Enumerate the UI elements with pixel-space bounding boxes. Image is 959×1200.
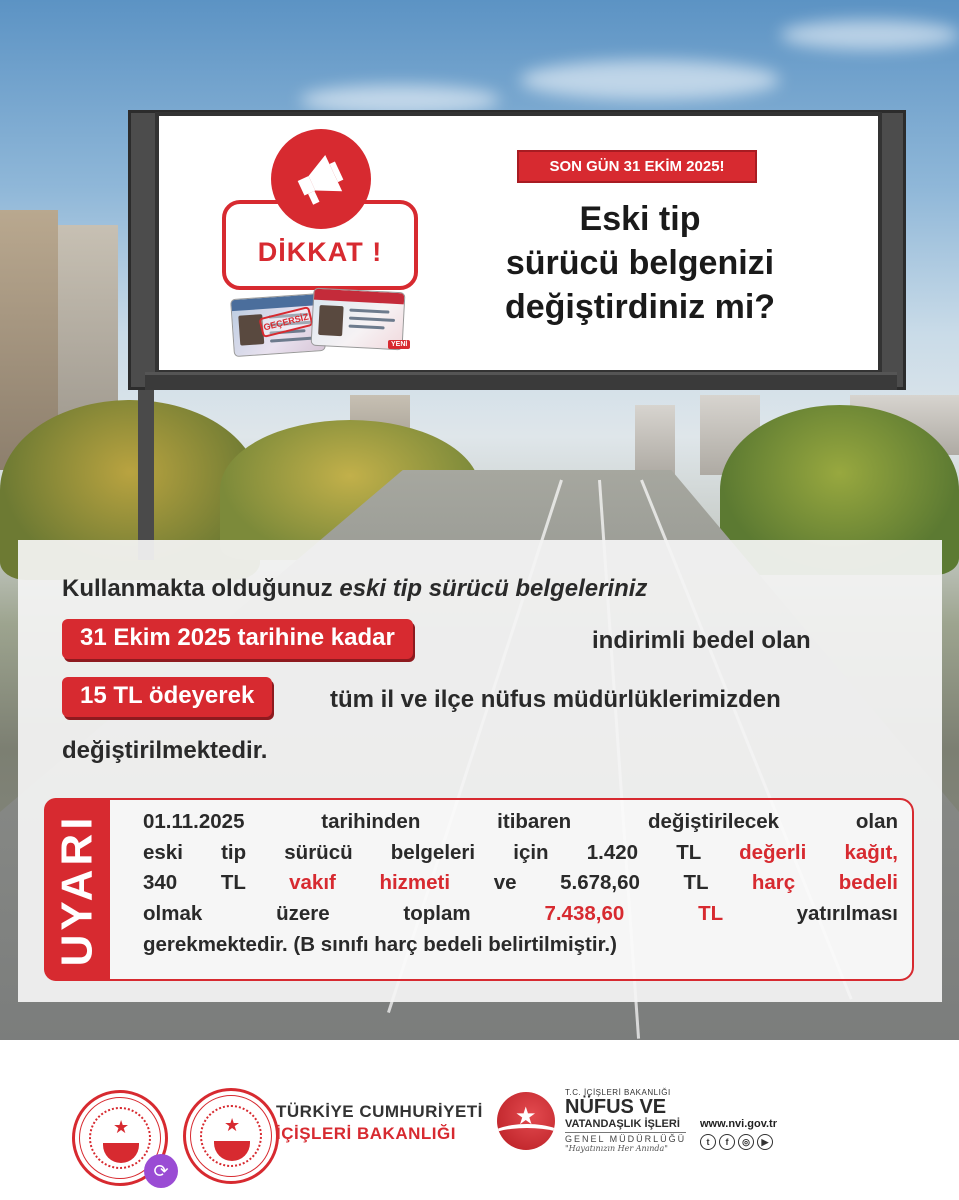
- info-line-2: indirimli bedel olan: [592, 627, 811, 654]
- new-card-tag: YENİ: [388, 340, 410, 349]
- social-icons: [700, 1134, 773, 1150]
- website-link[interactable]: www.nvi.gov.tr: [700, 1118, 778, 1130]
- warning-line: 340 TL vakıf hizmeti ve 5.678,60 TL harç bedeli: [143, 871, 898, 895]
- warning-label-text: UYARI: [52, 813, 102, 966]
- ministry-seal: ★: [183, 1088, 279, 1184]
- alert-word: DİKKAT !: [257, 237, 383, 267]
- ministry-line-2: İÇİŞLERİ BAKANLIĞI: [276, 1124, 456, 1143]
- nvi-big-2: VATANDAŞLIK İŞLERİ: [565, 1118, 680, 1130]
- nvi-big-1: NÜFUS VE: [565, 1096, 667, 1118]
- official-seal: ★: [72, 1090, 168, 1186]
- info-italic-text: eski tip sürücü belgeleriniz: [339, 575, 648, 602]
- ministry-name: [276, 1101, 483, 1145]
- question-line: değiştirdiniz mi?: [504, 288, 776, 326]
- info-text: Kullanmakta olduğunuz: [62, 575, 340, 602]
- nvi-wordmark: [565, 1088, 686, 1153]
- fee-pill: 15 TL ödeyerek: [62, 677, 272, 717]
- warning-text: [143, 807, 898, 961]
- instagram-icon[interactable]: ◎: [738, 1134, 754, 1150]
- billboard-base: [145, 372, 897, 390]
- cloud: [520, 60, 780, 100]
- info-line-4: değiştirilmektedir.: [62, 737, 268, 764]
- youtube-icon[interactable]: ▶: [757, 1134, 773, 1150]
- facebook-icon[interactable]: f: [719, 1134, 735, 1150]
- warning-line: 01.11.2025 tarihinden itibaren değiştirilecek olan: [143, 810, 898, 833]
- invalid-stamp: GEÇERSİZ: [258, 306, 313, 338]
- question-line: Eski tip: [579, 200, 701, 238]
- deadline-badge: SON GÜN 31 EKİM 2025!: [517, 150, 757, 183]
- cloud: [780, 20, 959, 50]
- info-line-1: [62, 575, 647, 603]
- nvi-top: T.C. İÇİŞLERİ BAKANLIĞI: [565, 1088, 671, 1097]
- question-line: sürücü belgenizi: [505, 244, 775, 282]
- info-line-3: tüm il ve ilçe nüfus müdürlüklerimizden: [330, 686, 781, 713]
- deadline-pill: 31 Ekim 2025 tarihine kadar: [62, 619, 413, 659]
- nvi-gm: GENEL MÜDÜRLÜĞÜ: [565, 1134, 687, 1144]
- warning-line: olmak üzere toplam 7.438,60 TL yatırılması: [143, 902, 898, 926]
- nvi-slogan: "Hayatınızın Her Anında": [565, 1144, 668, 1153]
- warning-label: [44, 798, 110, 981]
- megaphone-icon: [271, 129, 371, 229]
- ministry-line-1: TÜRKİYE CUMHURİYETİ: [276, 1102, 483, 1121]
- building: [635, 405, 675, 475]
- nvi-logo-icon: ★: [497, 1092, 555, 1150]
- sync-icon[interactable]: ⟳: [144, 1154, 178, 1188]
- twitter-icon[interactable]: t: [700, 1134, 716, 1150]
- billboard-question: [490, 197, 790, 329]
- billboard-pole: [138, 380, 154, 560]
- warning-line: gerekmektedir. (B sınıfı harç bedeli belirtilmiştir.): [143, 932, 617, 956]
- warning-line: eski tip sürücü belgeleri için 1.420 TL değerli kağıt,: [143, 840, 898, 864]
